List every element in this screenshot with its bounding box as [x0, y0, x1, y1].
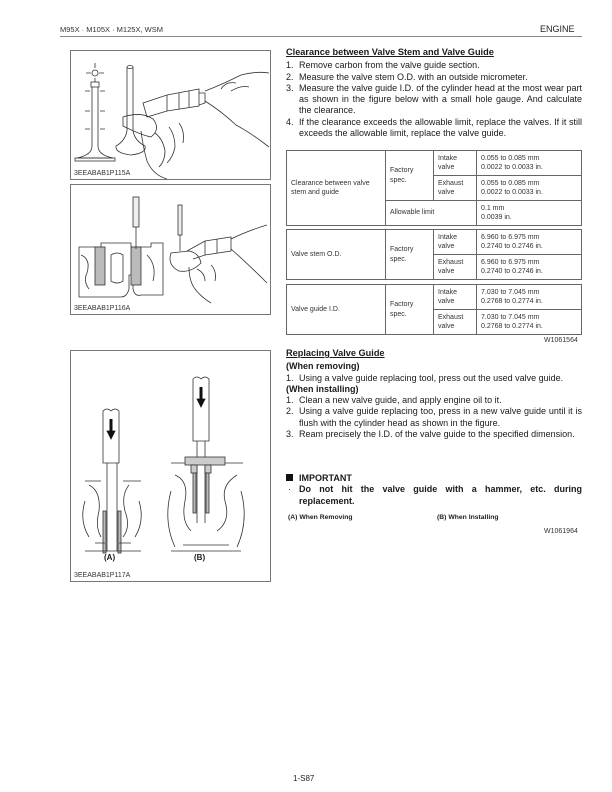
- clearance-steps: [286, 60, 582, 139]
- step-number: 1.: [286, 60, 294, 71]
- step-item: [286, 83, 582, 117]
- figure-caption: 3EEABAB1P117A: [74, 572, 131, 579]
- spec-value: [477, 230, 582, 255]
- value-in: 0.0022 to 0.0033 in.: [481, 164, 543, 171]
- value-in: 0.0022 to 0.0033 in.: [481, 189, 543, 196]
- spec-label: Factory spec.: [386, 230, 434, 280]
- step-text: Ream precisely the I.D. of the valve guide to the specified dimension.: [299, 429, 575, 440]
- value-in: 0.2768 to 0.2774 in.: [481, 323, 543, 330]
- value-in: 0.2768 to 0.2774 in.: [481, 298, 543, 305]
- installing-steps: [286, 395, 582, 440]
- header-rule: [60, 36, 582, 37]
- limit-value: [477, 201, 582, 226]
- value-in: 0.2740 to 0.2746 in.: [481, 268, 543, 275]
- step-text: Measure the valve stem O.D. with an outside micrometer.: [299, 71, 528, 82]
- section-clearance: [286, 47, 582, 139]
- subheading-installing: (When installing): [286, 383, 359, 394]
- step-text: Measure the valve guide I.D. of the cylinder head at the most wear part as shown in the figure below with a small hole gauge. And calculate the clearance.: [299, 82, 582, 116]
- section-replacing-guide: [286, 348, 582, 440]
- spec-table-guide-id: [286, 284, 582, 335]
- spec-table-stem-od: [286, 229, 582, 280]
- valve-stem-micrometer-illustration: [71, 51, 272, 181]
- spec-value: [477, 310, 582, 335]
- step-item: [286, 406, 582, 429]
- step-item: [286, 373, 582, 384]
- spec-value: [477, 285, 582, 310]
- step-item: [286, 72, 582, 83]
- valve-guide-hole-gauge-illustration: [71, 185, 272, 316]
- header-model-list: M95X · M105X · M125X, WSM: [60, 25, 163, 34]
- value-mm: 6.960 to 6.975 mm: [481, 258, 540, 266]
- step-number: 3.: [286, 429, 294, 440]
- step-text: Clean a new valve guide, and apply engine oil to it.: [299, 395, 502, 406]
- step-item: [286, 117, 582, 140]
- figure-caption: 3EEABAB1P115A: [74, 170, 131, 177]
- step-number: 1.: [286, 395, 294, 406]
- figure-valve-stem-measure: [70, 50, 271, 180]
- bullet-icon: ·: [288, 484, 291, 495]
- step-text: Using a valve guide replacing tool, press out the used valve guide.: [299, 372, 564, 383]
- value-mm: 0.055 to 0.085 mm: [481, 154, 540, 162]
- figure-caption: 3EEABAB1P116A: [74, 305, 131, 312]
- step-item: [286, 395, 582, 406]
- page-number: 1-S87: [293, 774, 315, 783]
- spec-value: [477, 151, 582, 176]
- section-title: Clearance between Valve Stem and Valve Guide: [286, 47, 494, 57]
- step-text: If the clearance exceeds the allowable limit, replace the valves. If it still exceeds the allowable limit, replace the valve guide.: [299, 116, 582, 139]
- value-in: 0.2740 to 0.2746 in.: [481, 243, 543, 250]
- spec-item: Clearance between valve stem and guide: [287, 151, 386, 226]
- value-mm: 7.030 to 7.045 mm: [481, 288, 540, 296]
- header-section-name: ENGINE: [540, 24, 575, 34]
- valve-type: Exhaust valve: [434, 310, 477, 335]
- section-title: Replacing Valve Guide: [286, 348, 385, 358]
- spec-table-clearance: [286, 150, 582, 226]
- limit-label: Allowable limit: [386, 201, 477, 226]
- step-text: Using a valve guide replacing too, press in a new valve guide until it is flush with the cylinder head as shown in the figure.: [299, 406, 582, 428]
- legend-b: (B) When Installing: [437, 514, 499, 521]
- important-text: Do not hit the valve guide with a hammer, etc. during replacement.: [299, 484, 582, 506]
- value-mm: 7.030 to 7.045 mm: [481, 313, 540, 321]
- valve-type: Exhaust valve: [434, 255, 477, 280]
- legend-a: (A) When Removing: [288, 514, 353, 521]
- value-mm: 0.1 mm: [481, 204, 505, 212]
- important-item: [286, 484, 582, 507]
- spec-label: Factory spec.: [386, 285, 434, 335]
- spec-value: [477, 255, 582, 280]
- figure-valve-guide-measure: [70, 184, 271, 315]
- value-in: 0.0039 in.: [481, 214, 512, 221]
- step-number: 2.: [286, 406, 294, 417]
- valve-guide-replacing-tool-illustration: [71, 351, 272, 583]
- step-number: 1.: [286, 372, 294, 383]
- value-mm: 0.055 to 0.085 mm: [481, 179, 540, 187]
- step-item: [286, 60, 582, 71]
- spec-item: Valve stem O.D.: [287, 230, 386, 280]
- spec-label: Factory spec.: [386, 151, 434, 201]
- figure-label-a: (A): [104, 553, 116, 562]
- warning-square-icon: [286, 474, 293, 481]
- figure-valve-guide-replace: [70, 350, 271, 582]
- figure-label-b: (B): [194, 553, 206, 562]
- step-number: 3.: [286, 82, 294, 93]
- removing-steps: [286, 373, 582, 384]
- valve-type: Intake valve: [434, 230, 477, 255]
- spec-item: Valve guide I.D.: [287, 285, 386, 335]
- step-number: 4.: [286, 116, 294, 127]
- valve-type: Exhaust valve: [434, 176, 477, 201]
- document-code: W1061564: [544, 337, 578, 344]
- value-mm: 6.960 to 6.975 mm: [481, 233, 540, 241]
- step-text: Remove carbon from the valve guide section.: [299, 60, 480, 71]
- document-code: W1061964: [544, 528, 578, 535]
- step-item: [286, 429, 582, 440]
- subheading-removing: (When removing): [286, 361, 360, 372]
- step-number: 2.: [286, 71, 294, 82]
- valve-type: Intake valve: [434, 285, 477, 310]
- valve-type: Intake valve: [434, 151, 477, 176]
- important-notice: [286, 473, 582, 507]
- important-label: IMPORTANT: [299, 473, 352, 483]
- spec-value: [477, 176, 582, 201]
